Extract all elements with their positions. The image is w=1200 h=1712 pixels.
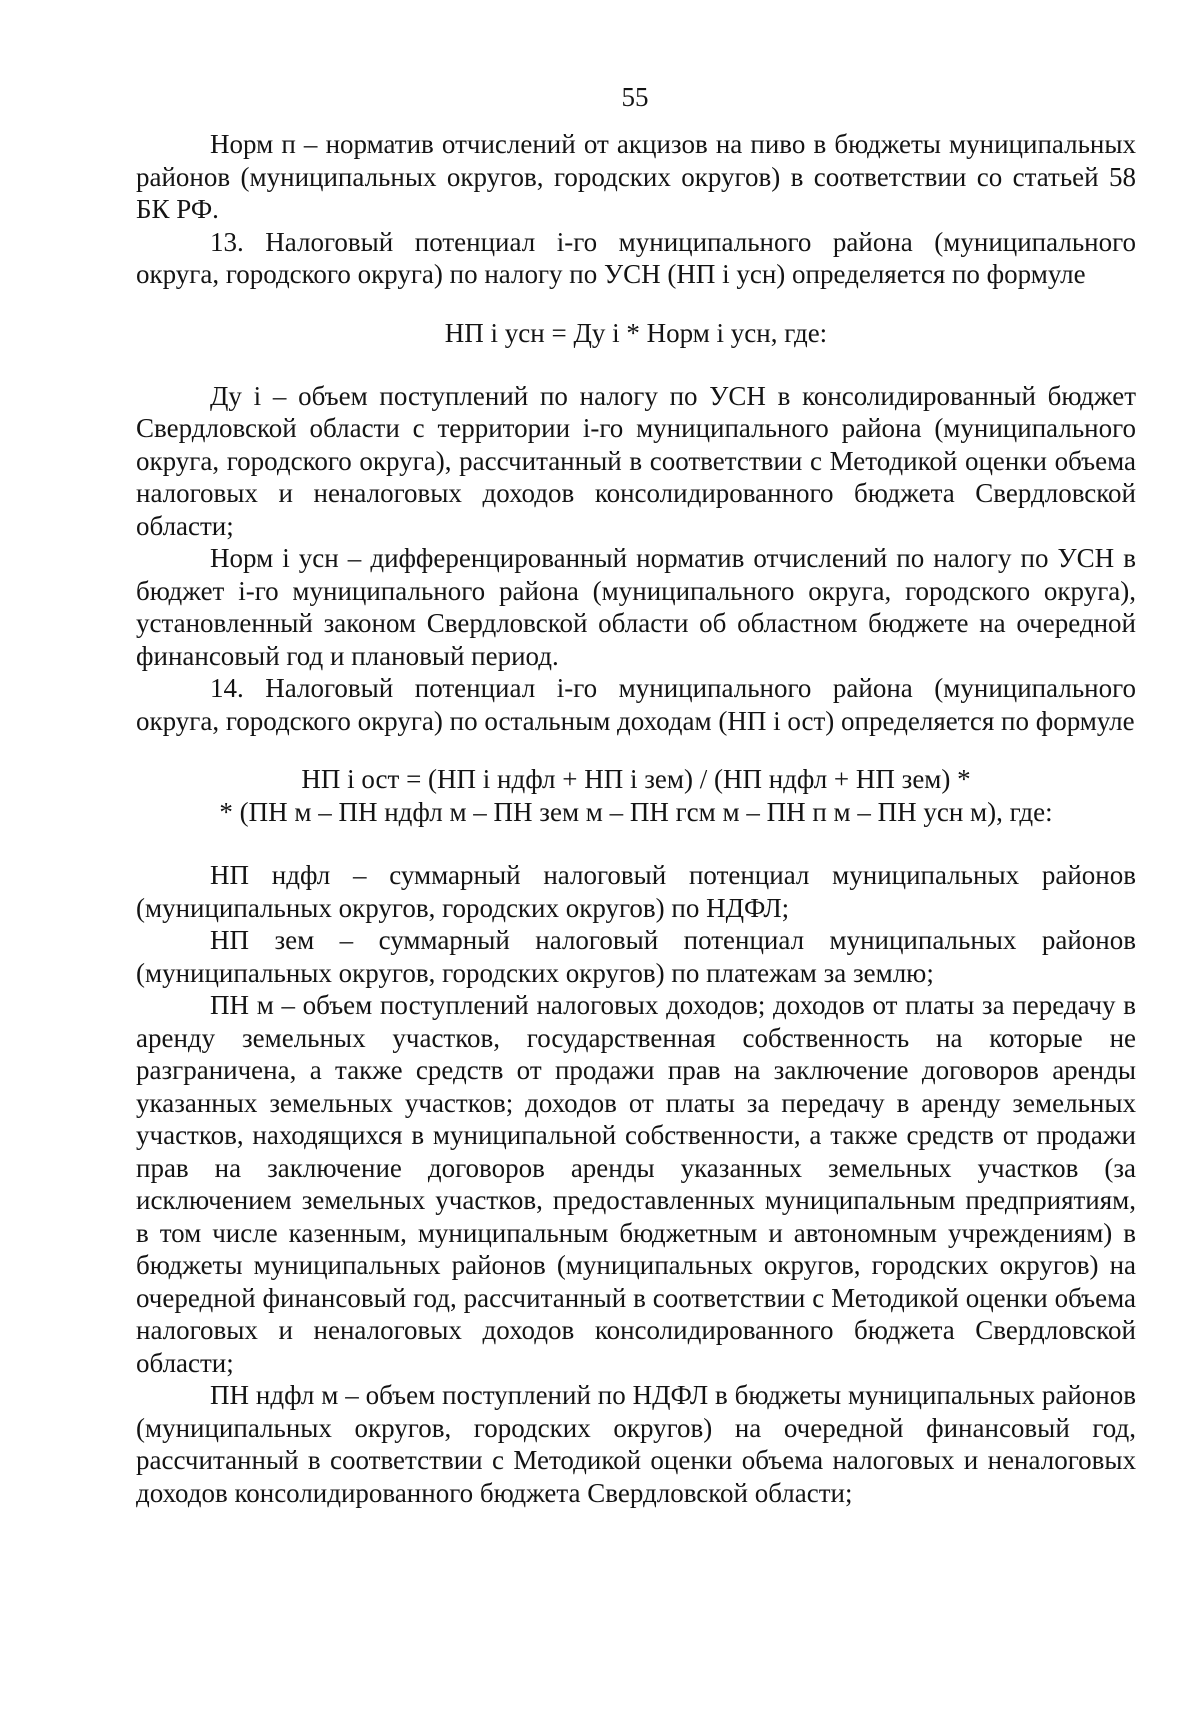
paragraph-norm-i-usn: Норм i усн – дифференцированный норматив отчислений по налогу по УСН в бюджет i-го муниципального района (муниципального округа, городского округа), установленный законом Свердловской области об областном бюджете на очередной финансовый год и плановый период.	[136, 543, 1136, 671]
paragraph-pn-ndfl-m: ПН ндфл м – объем поступлений по НДФЛ в бюджеты муниципальных районов (муниципальных округов, городских округов) на очередной финансовый год, рассчитанный в соответствии с Методикой оценки объема налоговых и неналоговых доходов консолидированного бюджета Свердловской области;	[136, 1380, 1136, 1508]
formula-ost-line-2: * (ПН м – ПН ндфл м – ПН зем м – ПН гсм м – ПН п м – ПН усн м), где:	[219, 797, 1053, 827]
paragraph-du-i: Ду i – объем поступлений по налогу по УСН в консолидированный бюджет Свердловской области с территории i-го муниципального района (муниципального округа, городского округа), рассчитанный в соответствии с Методикой оценки объема налоговых и неналоговых доходов консолидированного бюджета Свердловской области;	[136, 380, 1136, 541]
paragraph-14-other-income-potential: 14. Налоговый потенциал i-го муниципального района (муниципального округа, городского округа) по остальным доходам (НП i ост) определяется по формуле	[136, 673, 1136, 736]
formula-usn: НП i усн = Ду i * Норм i усн, где:	[444, 317, 828, 348]
paragraph-pn-m: ПН м – объем поступлений налоговых доходов; доходов от платы за передачу в аренду земельных участков, государственная собственность на которые не разграничена, а также средств от продажи прав на заключение договоров аренды указанных земельных участков; доходов от платы за передачу в аренду земельных участков, находящихся в муниципальной собственности, а также средств от продажи прав на заключение договоров аренды указанных земельных участков (за исключением земельных участков, предоставленных муниципальным предприятиям, в том числе казенным, муниципальным бюджетным и автономным учреждениям) в бюджеты муниципальных районов (муниципальных округов, городских округов) на очередной финансовый год, рассчитанный в соответствии с Методикой оценки объема налоговых и неналоговых доходов консолидированного бюджета Свердловской области;	[136, 990, 1136, 1378]
paragraph-norm-p: Норм п – норматив отчислений от акцизов на пиво в бюджеты муниципальных районов (муниципальных округов, городских округов) в соответствии со статьей 58 БК РФ.	[136, 129, 1136, 224]
paragraph-np-ndfl: НП ндфл – суммарный налоговый потенциал муниципальных районов (муниципальных округов, городских округов) по НДФЛ;	[136, 860, 1136, 923]
paragraph-13-usn-potential: 13. Налоговый потенциал i-го муниципального района (муниципального округа, городского округа) по налогу по УСН (НП i усн) определяется по формуле	[136, 226, 1136, 289]
formula-ost	[136, 763, 1136, 829]
formula-ost-line-1: НП i ост = (НП i ндфл + НП i зем) / (НП ндфл + НП зем) *	[301, 764, 971, 794]
paragraph-np-zem: НП зем – суммарный налоговый потенциал муниципальных районов (муниципальных округов, городских округов) по платежам за землю;	[136, 925, 1136, 988]
page-number: 55	[621, 82, 649, 112]
document-body	[136, 128, 1136, 1509]
